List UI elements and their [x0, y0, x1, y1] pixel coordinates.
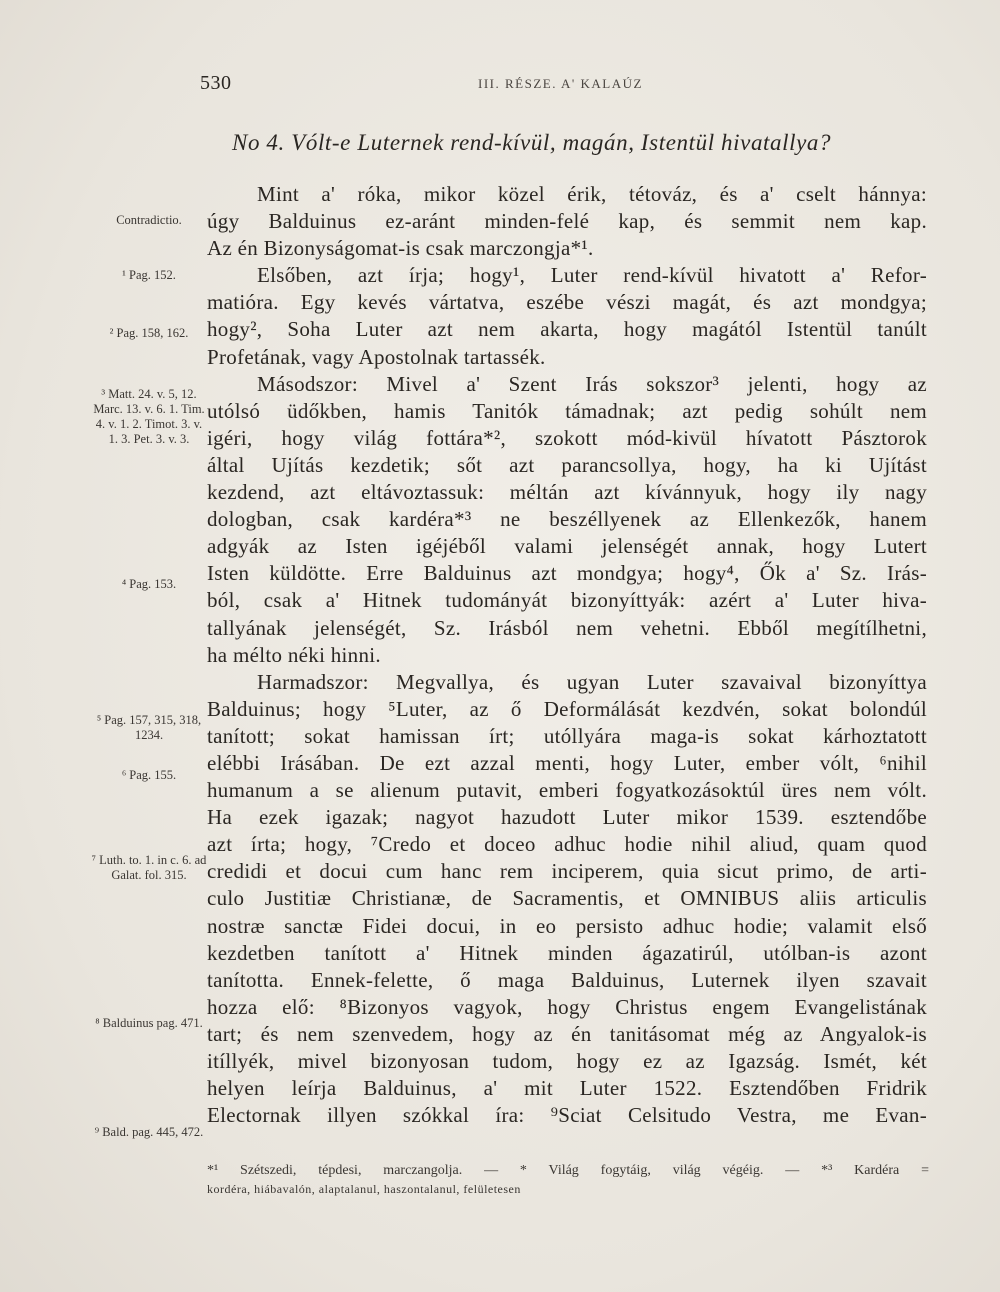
text-line: kezdend, azt eltávoztassuk: méltán azt kívánnyuk, hogy ily nagy — [207, 480, 927, 505]
footnote-line: *¹ Szétszedi, tépdesi, marczangolja. — * Világ fogytáig, világ végéig. — *³ Kardéra = — [207, 1163, 929, 1178]
text-line: Harmadszor: Megvallya, és ugyan Luter szavaival bizonyíttya — [257, 669, 927, 694]
margin-note: ⁷ Luth. to. 1. in c. 6. ad Galat. fol. 315. — [91, 853, 207, 882]
text-line: matióra. Egy kevés vártatva, eszébe vészi magát, és azt mondgya; — [207, 290, 927, 315]
text-line: által Ujítás kezdetik; sőt azt parancsollya, hogy, ha ki Ujítást — [207, 452, 927, 477]
margin-note: ⁶ Pag. 155. — [121, 768, 177, 782]
text-line: utólsó üdőkben, hamis Tanitók támadnak; azt pedig sohúlt nem — [207, 398, 927, 423]
page-number: 530 — [200, 72, 232, 94]
text-line: adgyák az Isten igéjéből valami jelenségét annak, hogy Lutert — [207, 534, 927, 559]
text-line: culo Justitiæ Christianæ, de Sacramentis, et OMNIBUS aliis articulis — [207, 886, 927, 911]
footnotes — [207, 1161, 929, 1199]
text-line: Electornak illyen szókkal íra: ⁹Sciat Celsitudo Vestra, me Evan- — [207, 1103, 927, 1128]
text-line: Másodszor: Mivel a' Szent Irás sokszor³ jelenti, hogy az — [257, 371, 927, 396]
text-line: nostræ sanctæ Fidei docui, in eo persisto adhuc hodie; valamit első — [207, 913, 927, 938]
text-line: Az én Bizonyságomat-is csak marczongja*¹. — [207, 236, 594, 261]
margin-note: ⁴ Pag. 153. — [121, 577, 177, 591]
text-line: úgy Balduinus ez-aránt minden-felé kap, és semmit nem kap. — [207, 209, 927, 234]
text-line: Mint a' róka, mikor közel érik, tétováz, és a' cselt hánnya: — [257, 182, 927, 206]
margin-note: ⁹ Bald. pag. 445, 472. — [94, 1125, 204, 1139]
text-line: Isten küldötte. Erre Balduinus azt mondgya; hogy⁴, Ők a' Sz. Irás- — [207, 561, 927, 586]
text-line: ból, csak a' Hitnek tudományát bizonyíttyák: azért a' Luter hiva- — [207, 588, 927, 613]
text-line: credidi et docui cum hanc rem inciperem, quia sicut primo, de arti- — [207, 859, 927, 884]
text-line: helyen leírja Balduinus, a' mit Luter 1522. Esztendőben Fridrik — [207, 1076, 927, 1101]
text-line: Ha ezek igazak; nagyot hazudott Luter mikor 1539. esztendőbe — [207, 805, 927, 830]
section-title: No 4. Vólt-e Luternek rend-kívül, magán, Istentül hivatallya? — [232, 130, 832, 155]
text-line: elébbi Irásában. De ezt azzal menti, hogy Luter, ember vólt, ⁶nihil — [207, 750, 927, 775]
text-line: igéri, hogy világ fottára*², szokott mód-kivül hívatott Pásztorok — [207, 425, 927, 450]
text-line: tallyának jelenségét, Sz. Irásból nem vehetni. Ebből megítílhetni, — [207, 615, 927, 640]
text-line: itíllyék, mivel bizonyosan tudom, hogy ez az Igazság. Ismét, két — [207, 1049, 927, 1073]
text-line: kezdetben tanított a' Hitnek minden ágazatirúl, utólban-is azont — [207, 940, 927, 965]
margin-note: ⁵ Pag. 157, 315, 318, 1234. — [96, 713, 202, 742]
text-line: humanum a se alienum putavit, emberi fogyatkozásoktúl üres nem vólt. — [207, 778, 927, 803]
margin-note: ³ Matt. 24. v. 5, 12. Marc. 13. v. 6. 1. Tim. 4. v. 1. 2. Timot. 3. v. 1. 3. Pet. 3. v. 3. — [93, 387, 205, 446]
text-line: tanított; sokat hamissan írt; utóllyára maga-is sokat kárhoztatott — [207, 723, 927, 748]
body-text — [207, 181, 927, 1129]
running-head: III. RÉSZE. A' KALAÚZ — [478, 76, 643, 91]
page-header — [0, 72, 1000, 96]
text-line: azt írta; hogy, ⁷Credo et doceo adhuc hodie nihil aliud, quam quod — [207, 832, 927, 857]
text-line: dologban, csak kardéra*³ ne beszéllyenek az Ellenkezők, hanem — [207, 507, 927, 532]
footnote-line: kordéra, hiábavalón, alaptalanul, haszontalanul, felületesen — [207, 1182, 521, 1196]
text-line: Balduinus; hogy ⁵Luter, az ő Deformálását kezdvén, sokat bolondúl — [207, 696, 927, 721]
margin-note: ¹ Pag. 152. — [122, 268, 176, 282]
margin-note: ⁸ Balduinus pag. 471. — [95, 1016, 203, 1030]
text-line: hozza elő: ⁸Bizonyos vagyok, hogy Christus engem Evangelistának — [207, 994, 927, 1019]
text-line: tart; és nem szenvedem, hogy az én tanitásomat még az Angyalok-is — [207, 1021, 927, 1046]
margin-note: ² Pag. 158, 162. — [109, 326, 189, 340]
text-line: ha mélto néki hinni. — [207, 642, 381, 667]
text-line: Profetának, vagy Apostolnak tartassék. — [207, 344, 546, 369]
text-line: Elsőben, azt írja; hogy¹, Luter rend-kívül hivatott a' Refor- — [257, 263, 927, 288]
margin-note: Contradictio. — [116, 213, 182, 227]
text-line: tanította. Ennek-felette, ő maga Balduinus, Luternek ilyen szavait — [207, 967, 927, 992]
text-line: hogy², Soha Luter azt nem akarta, hogy magától Istentül tanúlt — [207, 317, 927, 342]
